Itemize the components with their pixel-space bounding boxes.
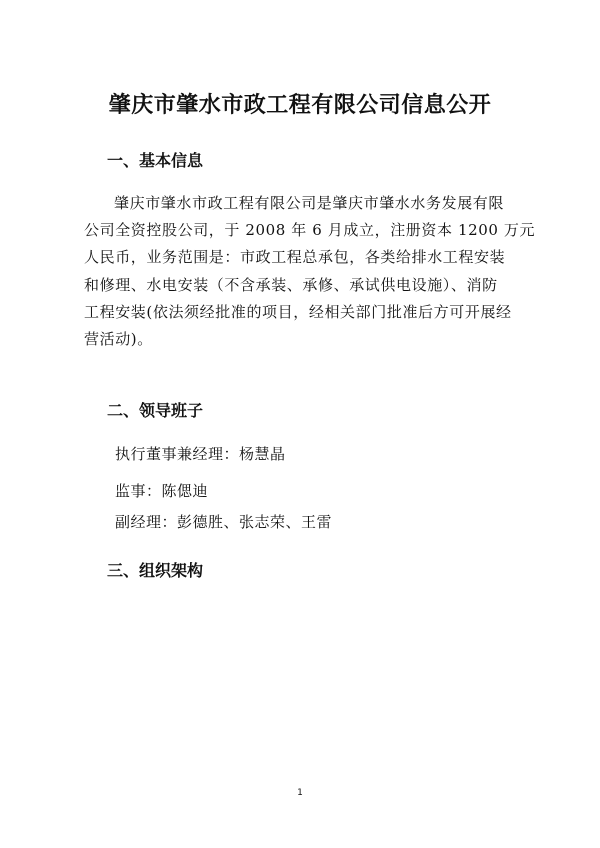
section-heading-org-structure: 三、组织架构 [107,561,204,580]
paragraph-line: 营活动)。 [84,330,153,349]
paragraph-line: 肇庆市肇水市政工程有限公司是肇庆市肇水水务发展有限 [114,194,505,212]
paragraph-line: 工程安装(依法须经批准的项目，经相关部门批准后方可开展经 [84,302,512,321]
section-heading-leadership: 二、领导班子 [107,401,204,420]
page-number: 1 [297,788,303,798]
leadership-item-executive-director: 执行董事兼经理：杨慧晶 [115,445,286,463]
document-title: 肇庆市肇水市政工程有限公司信息公开 [108,92,492,118]
paragraph-line: 和修理、水电安装（不含承装、承修、承试供电设施）、消防 [84,275,498,294]
section-heading-basic-info: 一、基本信息 [107,151,204,170]
paragraph-line: 公司全资控股公司，于 2008 年 6 月成立，注册资本 1200 万元 [84,221,536,240]
paragraph-line: 人民币，业务范围是：市政工程总承包，各类给排水工程安装 [84,248,506,267]
leadership-item-deputy-managers: 副经理：彭德胜、张志荣、王雷 [115,513,333,531]
leadership-item-supervisor: 监事：陈偲迪 [115,482,209,500]
basic-info-paragraph [84,190,536,353]
